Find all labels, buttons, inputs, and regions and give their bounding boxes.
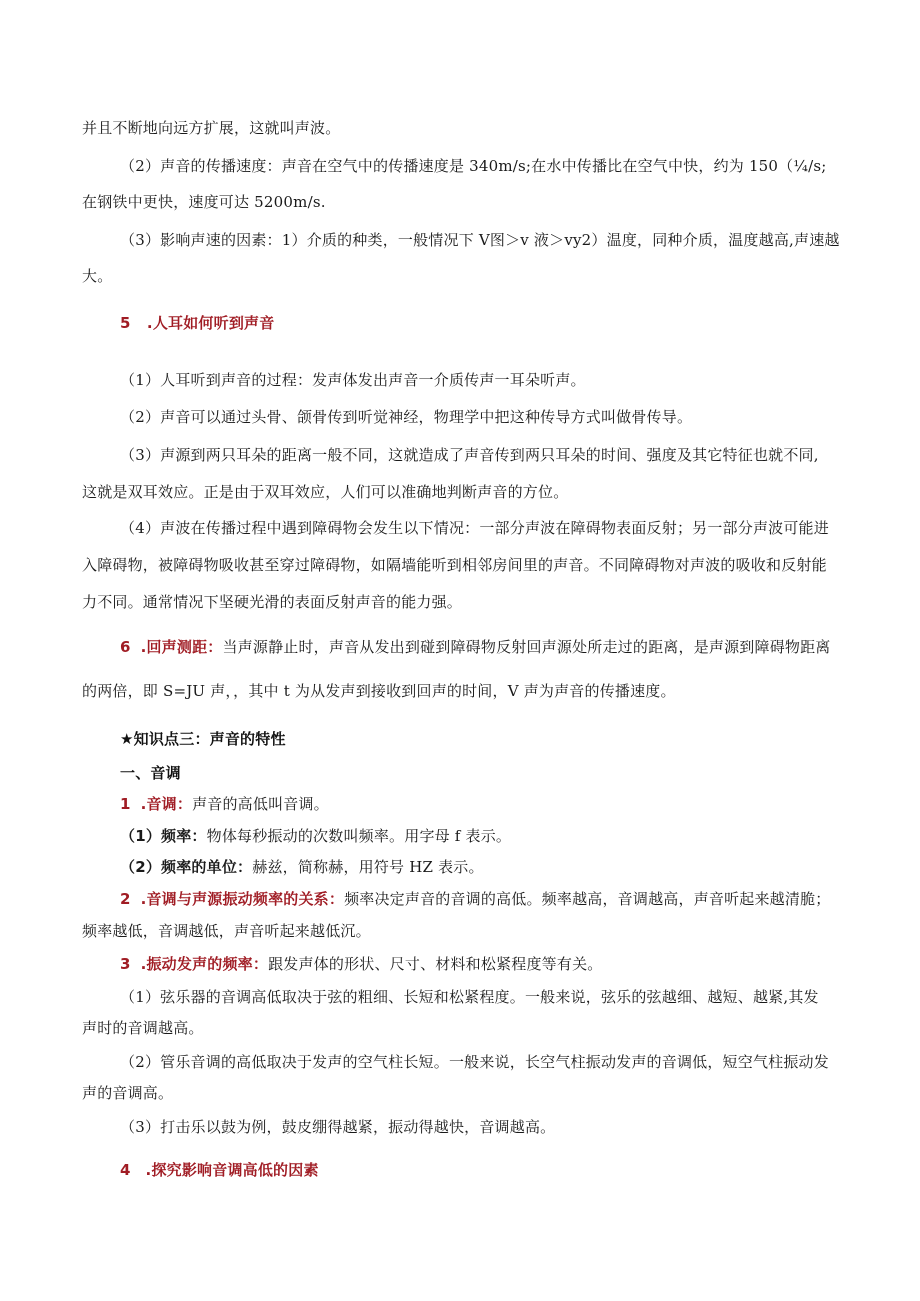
item-text: 物体每秒振动的次数叫频率。用字母 f 表示。 — [206, 827, 512, 845]
item-label: .音调： — [140, 795, 193, 813]
knowledge-point-title: ★知识点三：声音的特性 — [120, 730, 286, 748]
item-1a — [120, 826, 511, 846]
heading-title: .回声测距： — [140, 638, 223, 656]
item-text: 频率决定声音的音调的高低。频率越高，音调越高，声音听起来越清脆； — [344, 890, 831, 908]
heading-number: 6 — [120, 638, 131, 656]
paragraph-line: 的两倍，即 S=JU 声，，其中 t 为从发声到接收到回声的时间，V 声为声音的传播速度。 — [82, 682, 676, 700]
paragraph-line: 并且不断地向远方扩展，这就叫声波。 — [82, 119, 341, 137]
paragraph-line: （2）管乐音调的高低取决于发声的空气柱长短。一般来说，长空气柱振动发声的音调低，短空气柱振动发 — [120, 1053, 829, 1071]
item-number: 1 — [120, 795, 131, 813]
item-4 — [120, 1160, 319, 1180]
heading-text: 当声源静止时，声音从发出到碰到障碍物反射回声源处所走过的距离，是声源到障碍物距离 — [222, 638, 831, 656]
item-label: （1）频率： — [120, 827, 207, 845]
item-number: 2 — [120, 890, 131, 908]
paragraph-line: （1）人耳听到声音的过程：发声体发出声音一介质传声一耳朵听声。 — [120, 371, 586, 389]
paragraph-line: 入障碍物，被障碍物吸收甚至穿过障碍物，如隔墙能听到相邻房间里的声音。不同障碍物对声波的吸收和反射能 — [82, 556, 827, 574]
paragraph-line: （2）声音可以通过头骨、颌骨传到听觉神经，物理学中把这种传导方式叫做骨传导。 — [120, 408, 693, 426]
paragraph-line: 在钢铁中更快，速度可达 5200m/s. — [82, 193, 326, 211]
item-number: 3 — [120, 955, 131, 973]
paragraph-line: 大。 — [82, 267, 113, 285]
item-1b — [120, 857, 484, 877]
item-label: .音调与声源振动频率的关系： — [140, 890, 345, 908]
item-label: .振动发声的频率： — [140, 955, 269, 973]
section-heading-6 — [120, 637, 831, 657]
paragraph-line: （3）影响声速的因素：1）介质的种类，一般情况下 V图＞v 液＞vy2）温度，同种介质，温度越高,声速越 — [120, 231, 840, 249]
paragraph-line: （4）声波在传播过程中遇到障碍物会发生以下情况：一部分声波在障碍物表面反射；另一部分声波可能进 — [120, 519, 829, 537]
item-label: .探究影响音调高低的因素 — [145, 1161, 319, 1179]
paragraph-line: （1）弦乐器的音调高低取决于弦的粗细、长短和松紧程度。一般来说，弦乐的弦越细、越短、越紧,其发 — [120, 988, 819, 1006]
paragraph-line: 频率越低，音调越低，声音听起来越低沉。 — [82, 922, 371, 940]
paragraph-line: 声时的音调越高。 — [82, 1019, 204, 1037]
item-text: 赫兹，简称赫，用符号 HZ 表示。 — [252, 858, 484, 876]
paragraph-line: （3）声源到两只耳朵的距离一般不同，这就造成了声音传到两只耳朵的时间、强度及其它特征也就不同, — [120, 446, 819, 464]
item-text: 跟发声体的形状、尺寸、材料和松紧程度等有关。 — [268, 955, 603, 973]
section-heading-5 — [120, 313, 274, 333]
paragraph-line: 力不同。通常情况下坚硬光滑的表面反射声音的能力强。 — [82, 593, 463, 611]
paragraph-line: 这就是双耳效应。正是由于双耳效应，人们可以准确地判断声音的方位。 — [82, 483, 569, 501]
item-text: 声音的高低叫音调。 — [192, 795, 329, 813]
item-3 — [120, 954, 602, 974]
heading-title: .人耳如何听到声音 — [146, 314, 275, 332]
subsection-title: 一、音调 — [120, 764, 181, 782]
paragraph-line: （2）声音的传播速度：声音在空气中的传播速度是 340m/s;在水中传播比在空气中快，约为 150（¼/s; — [120, 157, 827, 175]
paragraph-line: 声的音调高。 — [82, 1084, 174, 1102]
item-label: （2）频率的单位： — [120, 858, 253, 876]
item-1 — [120, 794, 329, 814]
paragraph-line: （3）打击乐以鼓为例，鼓皮绷得越紧，振动得越快，音调越高。 — [120, 1118, 556, 1136]
item-number: 4 — [120, 1161, 131, 1179]
heading-number: 5 — [120, 314, 131, 332]
item-2 — [120, 889, 830, 909]
